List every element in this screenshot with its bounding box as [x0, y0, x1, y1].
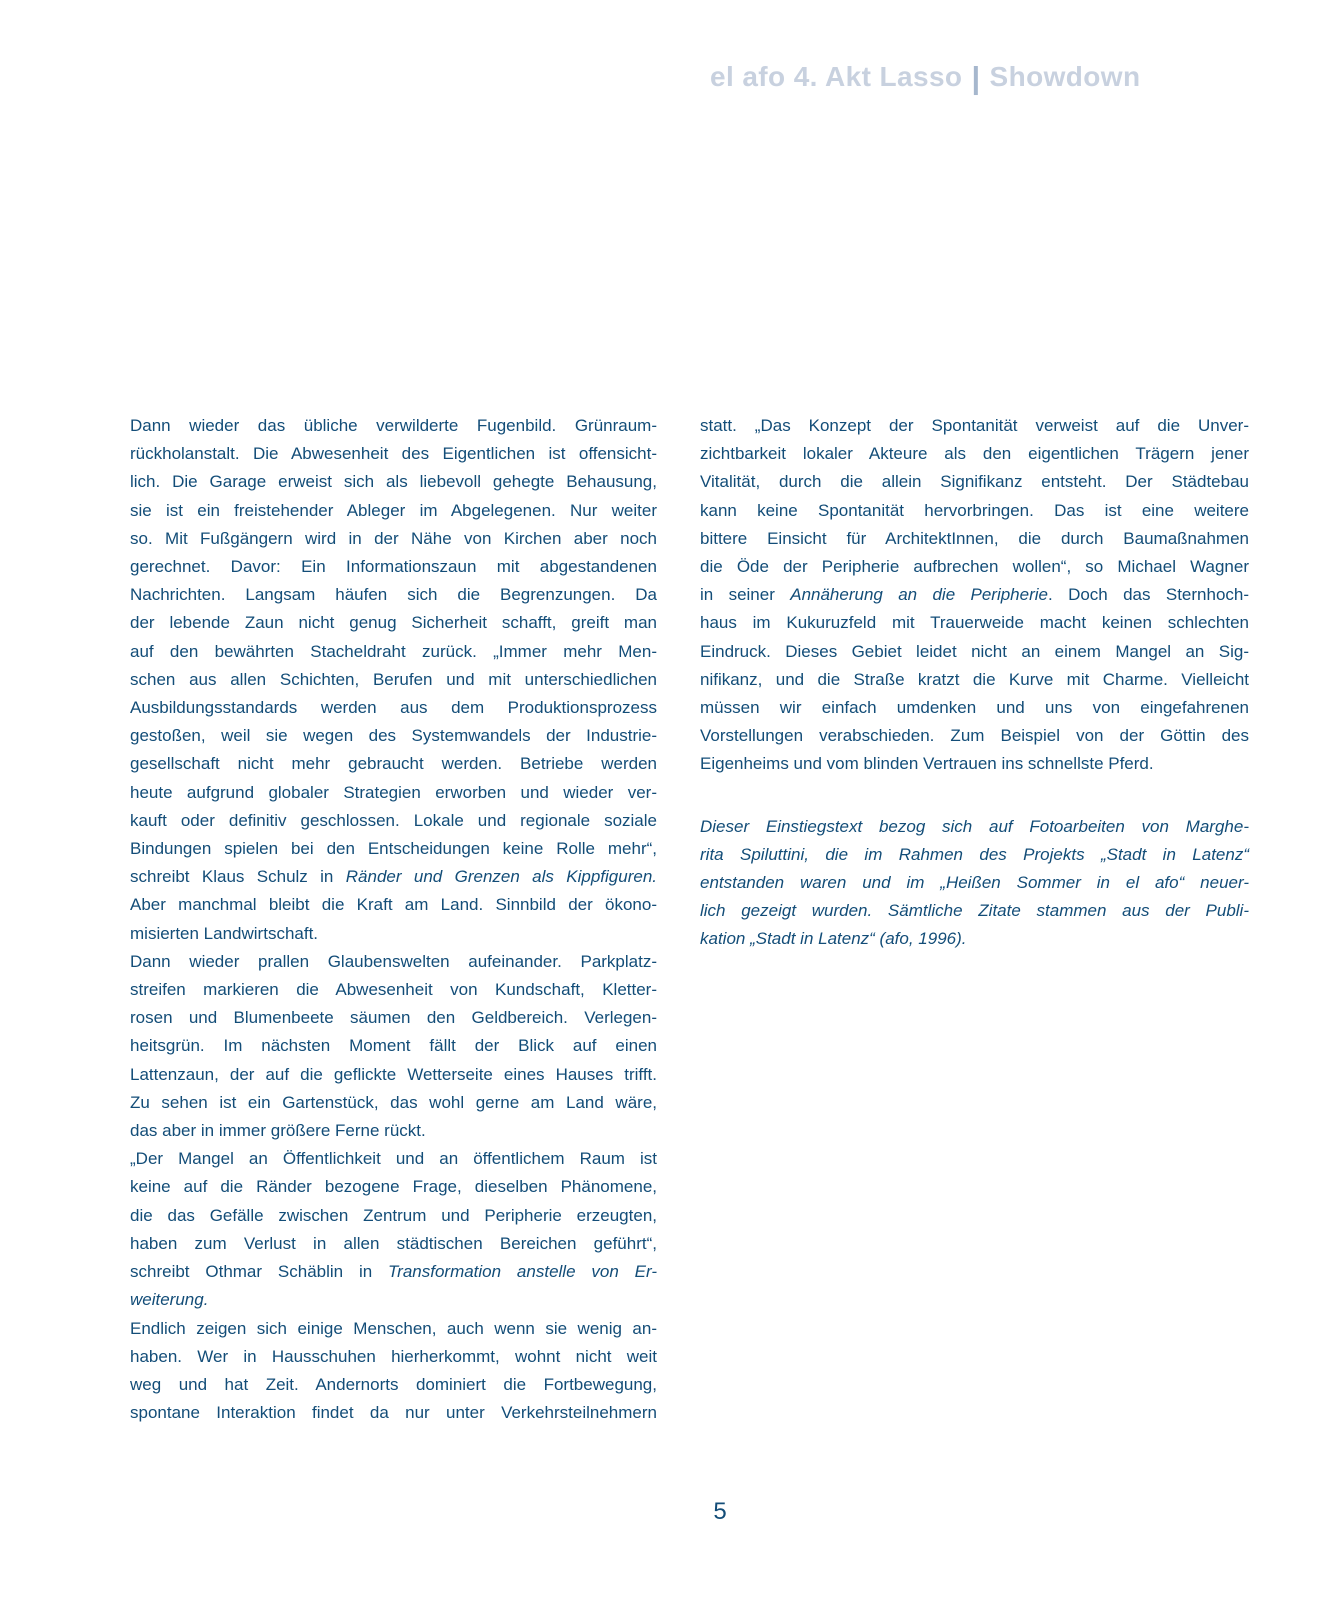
text-line: haus im Kukuruzfeld mit Trauerweide macht keinen schlechten [700, 613, 1249, 633]
text-line: so. Mit Fußgängern wird in der Nähe von Kirchen aber noch [130, 528, 657, 548]
text-line: gerechnet. Davor: Ein Informationszaun mit abgestandenen [130, 557, 657, 577]
text-line: Nachrichten. Langsam häufen sich die Begrenzungen. Da [130, 585, 657, 605]
text-line: die Öde der Peripherie aufbrechen wollen“, so Michael Wagner [700, 557, 1249, 577]
text-line: weg und hat Zeit. Andernorts dominiert die Fortbewegung, [130, 1374, 657, 1394]
text-line: Zu sehen ist ein Gartenstück, das wohl gerne am Land wäre, [130, 1092, 657, 1112]
text-line: haben. Wer in Hausschuhen hierherkommt, wohnt nicht weit [130, 1346, 657, 1366]
text-line: der lebende Zaun nicht genug Sicherheit schafft, greift man [130, 613, 657, 633]
text-line: sie ist ein freistehender Ableger im Abgelegenen. Nur weiter [130, 500, 657, 520]
text-line: rückholanstalt. Die Abwesenheit des Eigentlichen ist offensicht- [130, 444, 657, 464]
text-line: in seiner Annäherung an die Peripherie. Doch das Sternhoch- [700, 585, 1250, 605]
text-line: entstanden waren und im „Heißen Sommer in el afo“ neuer- [700, 873, 1249, 893]
text-line: haben zum Verlust in allen städtischen Bereichen geführt“, [130, 1233, 657, 1253]
text-line: Dann wieder das übliche verwilderte Fugenbild. Grünraum- [130, 416, 657, 435]
text-line: „Der Mangel an Öffentlichkeit und an öffentlichem Raum ist [130, 1149, 657, 1169]
text-line: kauft oder definitiv geschlossen. Lokale und regionale soziale [130, 810, 657, 830]
text-line: keine auf die Ränder bezogene Frage, dieselben Phänomene, [130, 1177, 657, 1197]
text-line: zichtbarkeit lokaler Akteure als den eigentlichen Trägern jener [700, 444, 1249, 464]
text-line: schen aus allen Schichten, Berufen und mit unterschiedlichen [130, 669, 657, 689]
text-line: Vitalität, durch die allein Signifikanz entsteht. Der Städtebau [700, 472, 1249, 492]
text-line: auf den bewährten Stacheldraht zurück. „Immer mehr Men- [130, 641, 657, 661]
text-line: heute aufgrund globaler Strategien erworben und wieder ver- [130, 782, 657, 802]
right-column-paragraph [700, 412, 1249, 779]
header-separator-bar: | [971, 60, 981, 95]
text-line: lich. Die Garage erweist sich als liebevoll gehegte Behausung, [130, 472, 657, 492]
header-chapter-title: el afo 4. Akt Lasso [710, 61, 963, 92]
text-line: Lattenzaun, der auf die geflickte Wetterseite eines Hauses trifft. [130, 1064, 657, 1084]
text-line: rita Spiluttini, die im Rahmen des Projekts „Stadt in Latenz“ [700, 844, 1249, 864]
text-line: gestoßen, weil sie wegen des Systemwandels der Industrie- [130, 726, 657, 746]
text-line: die das Gefälle zwischen Zentrum und Peripherie erzeugten, [130, 1205, 657, 1225]
text-line: kann keine Spontanität hervorbringen. Das ist eine weitere [700, 500, 1249, 520]
text-line: Endlich zeigen sich einige Menschen, auch wenn sie wenig an- [130, 1318, 657, 1338]
text-line: streifen markieren die Abwesenheit von Kundschaft, Kletter- [130, 980, 657, 1000]
text-line: müssen wir einfach umdenken und uns von eingefahrenen [700, 698, 1249, 718]
text-line: spontane Interaktion findet da nur unter Verkehrsteilnehmern [130, 1403, 657, 1423]
text-line: heitsgrün. Im nächsten Moment fällt der Blick auf einen [130, 1036, 657, 1056]
source-note [700, 813, 1249, 954]
text-line: Dieser Einstiegstext bezog sich auf Fotoarbeiten von Marghe- [700, 816, 1249, 836]
page-number: 5 [713, 1498, 727, 1525]
left-text-column [130, 412, 657, 1427]
running-header [710, 60, 1140, 96]
text-line: misierten Landwirtschaft. [130, 923, 319, 943]
text-line: schreibt Othmar Schäblin in Transformation anstelle von Er- [130, 1262, 657, 1282]
text-line: rosen und Blumenbeete säumen den Geldbereich. Verlegen- [130, 1008, 657, 1028]
text-line: Ausbildungsstandards werden aus dem Produktionsprozess [130, 698, 657, 718]
right-text-column [700, 412, 1249, 954]
text-line: kation „Stadt in Latenz“ (afo, 1996). [700, 929, 967, 949]
text-line: Dann wieder prallen Glaubenswelten aufeinander. Parkplatz- [130, 951, 657, 971]
text-line: Vorstellungen verabschieden. Zum Beispiel von der Göttin des [700, 726, 1249, 746]
text-line: Bindungen spielen bei den Entscheidungen keine Rolle mehr“, [130, 839, 657, 859]
text-line: gesellschaft nicht mehr gebraucht werden. Betriebe werden [130, 754, 657, 774]
text-line: Aber manchmal bleibt die Kraft am Land. Sinnbild der ökono- [130, 895, 657, 915]
header-section-title: Showdown [989, 61, 1141, 92]
text-line: Eigenheims und vom blinden Vertrauen ins schnellste Pferd. [700, 754, 1154, 774]
text-line: das aber in immer größere Ferne rückt. [130, 1121, 426, 1141]
text-line: lich gezeigt wurden. Sämtliche Zitate stammen aus der Publi- [700, 901, 1249, 921]
text-line: statt. „Das Konzept der Spontanität verweist auf die Unver- [700, 416, 1249, 435]
text-line: bittere Einsicht für ArchitektInnen, die durch Baumaßnahmen [700, 528, 1249, 548]
text-line: nifikanz, und die Straße kratzt die Kurve mit Charme. Vielleicht [700, 669, 1249, 689]
text-line: schreibt Klaus Schulz in Ränder und Grenzen als Kippfiguren. [130, 867, 657, 887]
text-line: weiterung. [130, 1290, 209, 1310]
text-line: Eindruck. Dieses Gebiet leidet nicht an einem Mangel an Sig- [700, 641, 1249, 661]
